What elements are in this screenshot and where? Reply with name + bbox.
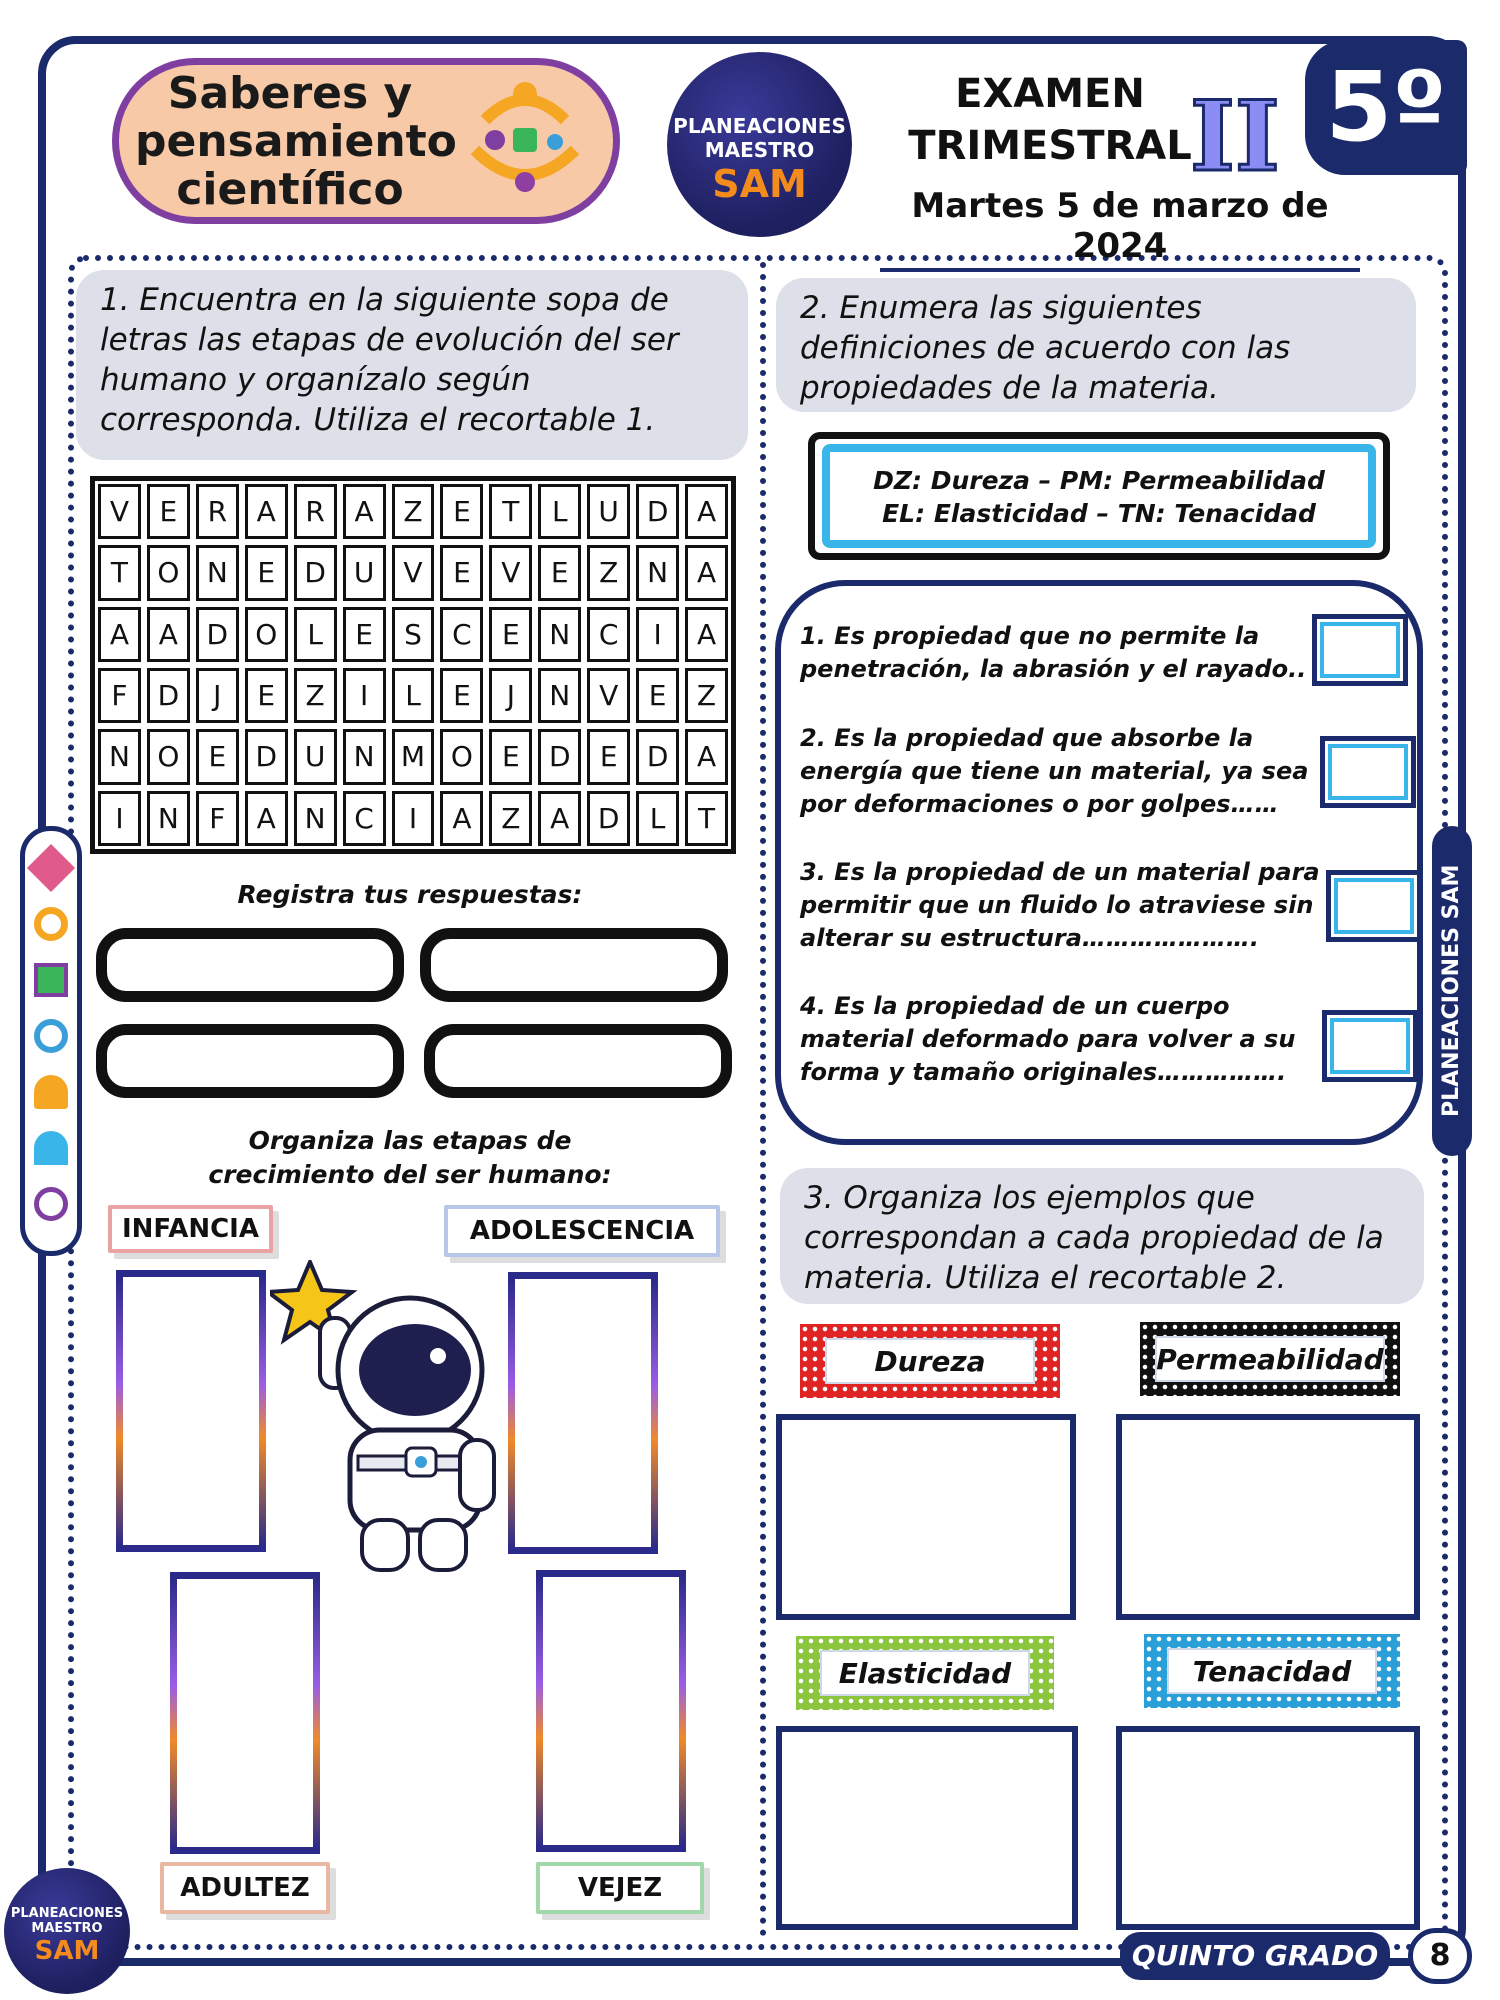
- astronaut-illustration: [270, 1260, 510, 1580]
- grid-letter[interactable]: V: [98, 484, 141, 539]
- grid-letter[interactable]: E: [440, 545, 483, 600]
- column-divider: [760, 262, 766, 1937]
- grid-letter[interactable]: E: [440, 484, 483, 539]
- definition-1: 1. Es propiedad que no permite la penetración, la abrasión y el rayado..: [800, 622, 1307, 683]
- exam-title: [900, 68, 1200, 172]
- grid-letter[interactable]: U: [294, 729, 337, 784]
- organize-label-line-2: crecimiento del ser humano:: [208, 1160, 612, 1189]
- definition-2-answer[interactable]: [1320, 736, 1416, 808]
- definition-1-answer[interactable]: [1312, 614, 1408, 686]
- stage-box-infancia[interactable]: [116, 1270, 266, 1552]
- stage-label-adolescencia: ADOLESCENCIA: [444, 1205, 720, 1257]
- grid-letter[interactable]: U: [587, 484, 630, 539]
- grid-letter[interactable]: D: [245, 729, 288, 784]
- exam-number: II: [1190, 80, 1280, 193]
- grid-letter[interactable]: C: [440, 607, 483, 662]
- grid-letter[interactable]: Z: [685, 668, 728, 723]
- grid-letter[interactable]: Z: [489, 791, 532, 846]
- grid-letter[interactable]: A: [343, 484, 386, 539]
- grid-letter[interactable]: N: [343, 729, 386, 784]
- grid-letter[interactable]: D: [538, 729, 581, 784]
- grid-letter[interactable]: Z: [294, 668, 337, 723]
- grid-letter[interactable]: D: [636, 729, 679, 784]
- subject-line-1: Saberes y: [167, 68, 413, 119]
- grid-letter[interactable]: A: [538, 791, 581, 846]
- grid-letter[interactable]: E: [245, 545, 288, 600]
- grid-letter[interactable]: R: [294, 484, 337, 539]
- grid-letter[interactable]: E: [343, 607, 386, 662]
- grid-letter[interactable]: A: [685, 729, 728, 784]
- stage-label-vejez: VEJEZ: [536, 1862, 704, 1914]
- grid-letter[interactable]: E: [440, 668, 483, 723]
- subject-line-2: pensamiento: [135, 116, 457, 167]
- grid-letter[interactable]: A: [98, 607, 141, 662]
- subject-title: [135, 68, 457, 215]
- definition-3-answer[interactable]: [1326, 870, 1422, 942]
- word-search-grid: [90, 476, 736, 854]
- footer-logo-text-bottom: SAM: [34, 1936, 100, 1966]
- grid-letter[interactable]: J: [196, 668, 239, 723]
- grid-letter[interactable]: R: [196, 484, 239, 539]
- grid-letter[interactable]: I: [636, 607, 679, 662]
- grid-letter[interactable]: I: [343, 668, 386, 723]
- grid-letter[interactable]: O: [147, 729, 190, 784]
- grid-letter[interactable]: A: [245, 484, 288, 539]
- grid-letter[interactable]: N: [538, 607, 581, 662]
- exam-title-line-2: TRIMESTRAL: [908, 123, 1192, 169]
- stage-box-adultez[interactable]: [170, 1572, 320, 1854]
- grid-letter[interactable]: T: [98, 545, 141, 600]
- maestro-sam-logo: [667, 52, 852, 237]
- grid-letter[interactable]: N: [636, 545, 679, 600]
- subject-icon-2: [34, 907, 68, 941]
- stage-box-adolescencia[interactable]: [508, 1272, 658, 1554]
- grid-letter[interactable]: T: [685, 791, 728, 846]
- property-label-permeabilidad: Permeabilidad: [1155, 1336, 1385, 1382]
- grid-letter[interactable]: E: [538, 545, 581, 600]
- grid-letter[interactable]: V: [392, 545, 435, 600]
- property-tag-elasticidad: [796, 1636, 1054, 1710]
- grid-letter[interactable]: O: [245, 607, 288, 662]
- exam-date: Martes 5 de marzo de 2024: [880, 186, 1360, 272]
- definition-3: 3. Es la propiedad de un material para permitir que un fluido lo atraviese sin alterar su estructura………………….: [800, 858, 1320, 952]
- footer-logo-text-top: PLANEACIONES MAESTRO: [10, 1906, 124, 1936]
- grid-letter[interactable]: V: [587, 668, 630, 723]
- grid-letter[interactable]: Z: [392, 484, 435, 539]
- q2-prompt: 2. Enumera las siguientes definiciones de acuerdo con las propiedades de la materia.: [776, 278, 1416, 412]
- answer-box-1[interactable]: [96, 928, 404, 1002]
- subject-line-3: científico: [176, 164, 404, 215]
- grid-letter[interactable]: E: [489, 729, 532, 784]
- grid-letter[interactable]: N: [196, 545, 239, 600]
- grid-letter[interactable]: L: [636, 791, 679, 846]
- grade-badge: 5º: [1305, 40, 1467, 175]
- subject-icon-6: [34, 1131, 68, 1165]
- science-icon: [455, 70, 595, 210]
- grid-letter[interactable]: D: [147, 668, 190, 723]
- logo-text-top: PLANEACIONES MAESTRO: [673, 114, 846, 162]
- grid-letter[interactable]: L: [294, 607, 337, 662]
- grid-letter[interactable]: N: [147, 791, 190, 846]
- grid-letter[interactable]: C: [587, 607, 630, 662]
- subject-icon-7: [34, 1187, 68, 1221]
- grid-letter[interactable]: A: [440, 791, 483, 846]
- property-box-permeabilidad[interactable]: [1116, 1414, 1420, 1620]
- grid-letter[interactable]: J: [489, 668, 532, 723]
- subject-icon-3: [34, 963, 68, 997]
- grid-letter[interactable]: E: [147, 484, 190, 539]
- grid-letter[interactable]: T: [489, 484, 532, 539]
- grid-letter[interactable]: S: [392, 607, 435, 662]
- footer-logo: [4, 1868, 130, 1994]
- answers-label: Registra tus respuestas:: [237, 880, 583, 909]
- grid-letter[interactable]: D: [294, 545, 337, 600]
- definition-4-answer[interactable]: [1322, 1010, 1418, 1082]
- stage-label-adultez: ADULTEZ: [160, 1862, 330, 1914]
- stage-label-infancia: INFANCIA: [108, 1205, 273, 1253]
- grid-letter[interactable]: A: [685, 545, 728, 600]
- property-box-dureza[interactable]: [776, 1414, 1076, 1620]
- organize-label: [160, 1124, 660, 1192]
- grid-letter[interactable]: V: [489, 545, 532, 600]
- grid-letter[interactable]: O: [440, 729, 483, 784]
- page-number: 8: [1408, 1928, 1472, 1984]
- definition-4: 4. Es la propiedad de un cuerpo material deformado para volver a su forma y tamaño originales…………….: [800, 992, 1296, 1086]
- property-box-tenacidad[interactable]: [1116, 1726, 1420, 1930]
- grid-letter[interactable]: D: [587, 791, 630, 846]
- key-line-2: EL: Elasticidad – TN: Tenacidad: [882, 499, 1316, 528]
- property-label-dureza: Dureza: [825, 1338, 1035, 1384]
- grid-letter[interactable]: E: [245, 668, 288, 723]
- property-box-elasticidad[interactable]: [776, 1726, 1078, 1930]
- grid-letter[interactable]: F: [98, 668, 141, 723]
- q3-prompt: 3. Organiza los ejemplos que correspondan a cada propiedad de la materia. Utiliza el recortable 2.: [780, 1168, 1424, 1304]
- grid-letter[interactable]: D: [196, 607, 239, 662]
- grid-letter[interactable]: E: [587, 729, 630, 784]
- answer-box-3[interactable]: [96, 1024, 404, 1098]
- organize-label-line-1: Organiza las etapas de: [248, 1126, 572, 1155]
- property-label-tenacidad: Tenacidad: [1167, 1648, 1377, 1694]
- grid-letter[interactable]: A: [147, 607, 190, 662]
- grid-letter[interactable]: O: [147, 545, 190, 600]
- grid-letter[interactable]: I: [392, 791, 435, 846]
- grid-letter[interactable]: L: [538, 484, 581, 539]
- grid-letter[interactable]: E: [636, 668, 679, 723]
- answer-box-2[interactable]: [420, 928, 728, 1002]
- property-key: [822, 444, 1376, 548]
- logo-text-bottom: SAM: [712, 162, 807, 206]
- grid-letter[interactable]: N: [294, 791, 337, 846]
- property-tag-tenacidad: [1144, 1634, 1400, 1708]
- definition-2: 2. Es la propiedad que absorbe la energía que tiene un material, ya sea por deformaciones o por golpes……: [800, 724, 1309, 818]
- grid-letter[interactable]: N: [98, 729, 141, 784]
- grade-footer-label: QUINTO GRADO: [1120, 1932, 1390, 1980]
- grid-letter[interactable]: F: [196, 791, 239, 846]
- property-tag-dureza: [800, 1324, 1060, 1398]
- grid-letter[interactable]: D: [636, 484, 679, 539]
- grid-letter[interactable]: I: [98, 791, 141, 846]
- subject-icon-5: [34, 1075, 68, 1109]
- grid-letter[interactable]: U: [343, 545, 386, 600]
- grid-letter[interactable]: E: [196, 729, 239, 784]
- grid-letter[interactable]: M: [392, 729, 435, 784]
- subject-icon-1: [27, 844, 75, 892]
- grid-letter[interactable]: Z: [587, 545, 630, 600]
- subject-icon-4: [34, 1019, 68, 1053]
- side-brand-tab: PLANEACIONES SAM: [1432, 826, 1472, 1156]
- grid-letter[interactable]: E: [489, 607, 532, 662]
- grid-letter[interactable]: A: [245, 791, 288, 846]
- exam-title-line-1: EXAMEN: [955, 71, 1145, 117]
- grid-letter[interactable]: A: [685, 607, 728, 662]
- property-label-elasticidad: Elasticidad: [820, 1650, 1030, 1696]
- q1-prompt: 1. Encuentra en la siguiente sopa de letras las etapas de evolución del ser humano y organízalo según corresponda. Utiliza el recortable 1.: [76, 270, 748, 460]
- subject-icons-strip: [20, 826, 82, 1256]
- grid-letter[interactable]: C: [343, 791, 386, 846]
- property-tag-permeabilidad: [1140, 1322, 1400, 1396]
- grid-letter[interactable]: A: [685, 484, 728, 539]
- grid-letter[interactable]: N: [538, 668, 581, 723]
- key-line-1: DZ: Dureza – PM: Permeabilidad: [873, 466, 1325, 495]
- stage-box-vejez[interactable]: [536, 1570, 686, 1852]
- grid-letter[interactable]: L: [392, 668, 435, 723]
- answer-box-4[interactable]: [424, 1024, 732, 1098]
